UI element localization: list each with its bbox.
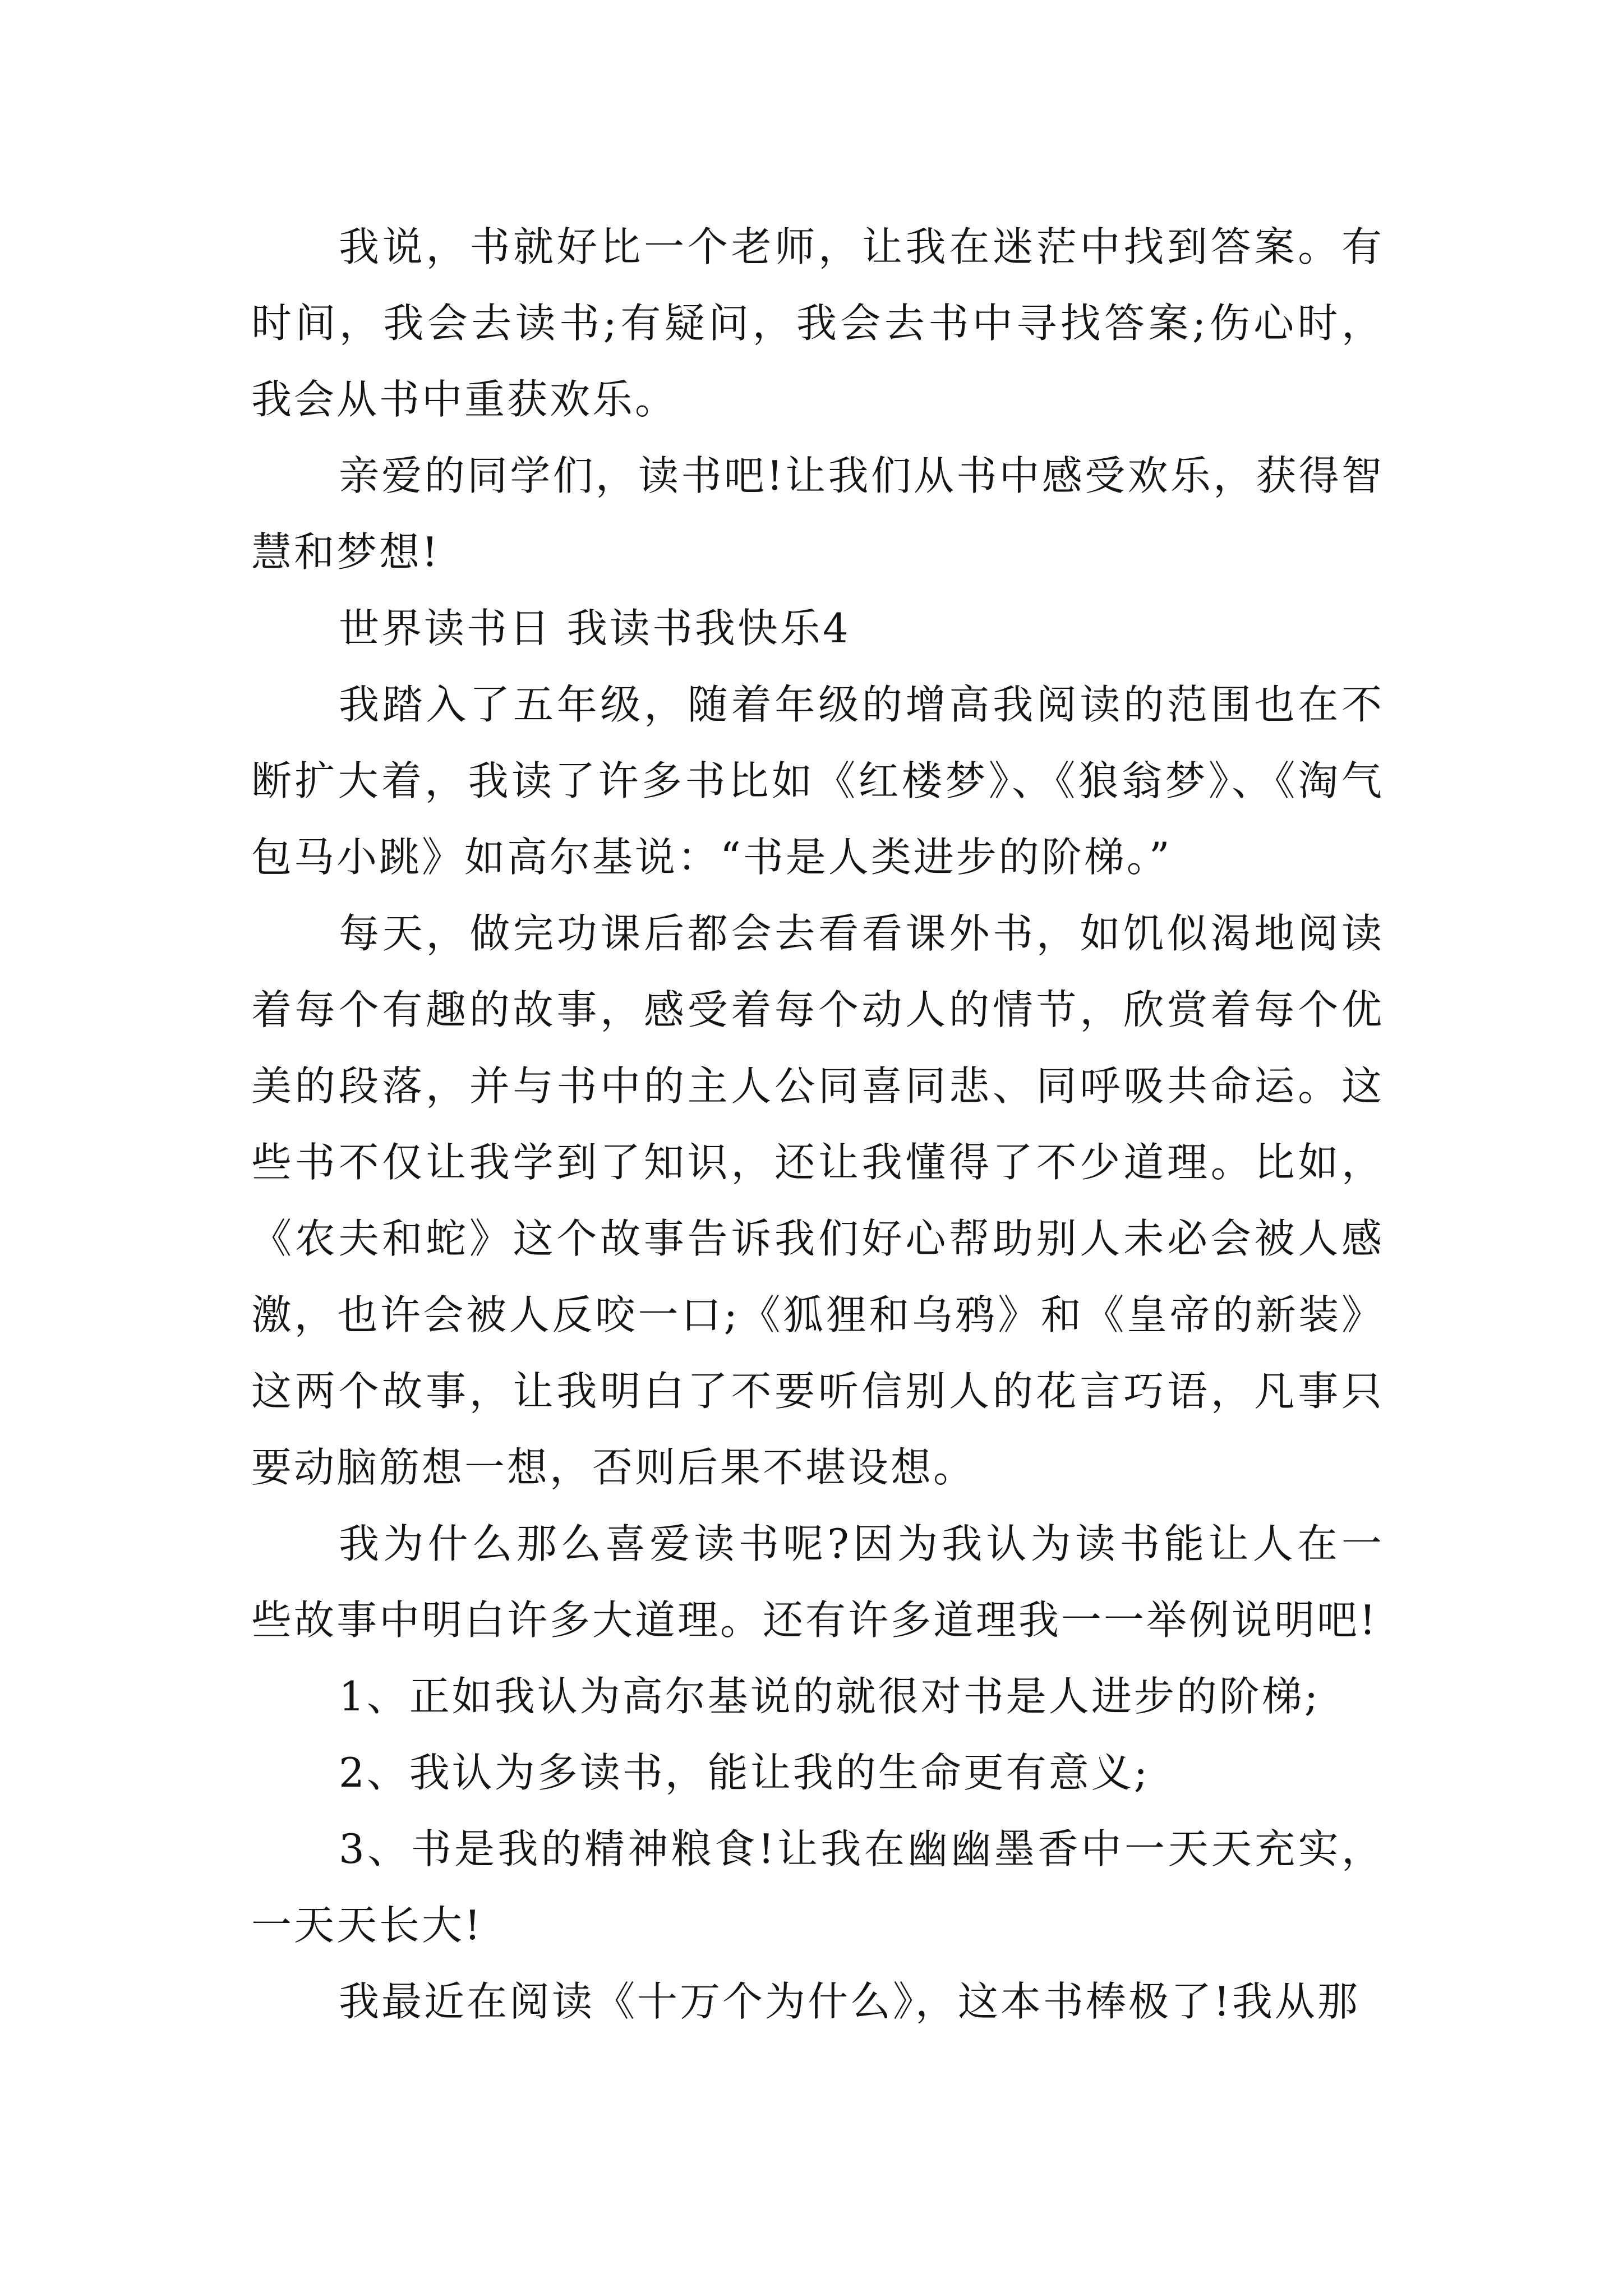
paragraph-fifth-grade: 我踏入了五年级，随着年级的增高我阅读的范围也在不断扩大着，我读了许多书比如《红楼梦》、《狼翁梦》、《淘气包马小跳》如高尔基说：“书是人类进步的阶梯。” — [251, 681, 1384, 881]
paragraph-why-love-reading: 我为什么那么喜爱读书呢?因为我认为读书能让人在一些故事中明白许多大道理。还有许多道理我一一举例说明吧! — [251, 1520, 1384, 1644]
document-page — [251, 209, 1384, 2040]
section-title: 世界读书日 我读书我快乐4 — [339, 605, 851, 652]
list-item-1: 1、正如我认为高尔基说的就很对书是人进步的阶梯; — [339, 1673, 1321, 1720]
list-item-3: 3、书是我的精神粮食!让我在幽幽墨香中一天天充实，一天天长大! — [251, 1825, 1384, 1949]
paragraph-every-day: 每天，做完功课后都会去看看课外书，如饥似渴地阅读着每个有趣的故事，感受着每个动人的情节，欣赏着每个优美的段落，并与书中的主人公同喜同悲、同呼吸共命运。这些书不仅让我学到了知识，还让我懂得了不少道理。比如，《农夫和蛇》这个故事告诉我们好心帮助别人未必会被人感激，也许会被人反咬一口;《狐狸和乌鸦》和《皇帝的新装》这两个故事，让我明白了不要听信别人的花言巧语，凡事只要动脑筋想一想，否则后果不堪设想。 — [251, 910, 1384, 1491]
list-item-2: 2、我认为多读书，能让我的生命更有意义; — [339, 1749, 1150, 1796]
paragraph-book-teacher: 我说，书就好比一个老师，让我在迷茫中找到答案。有时间，我会去读书;有疑问，我会去书中寻找答案;伤心时，我会从书中重获欢乐。 — [251, 223, 1384, 423]
paragraph-recent-reading: 我最近在阅读《十万个为什么》，这本书棒极了!我从那 — [339, 1978, 1360, 2025]
paragraph-dear-classmates: 亲爱的同学们，读书吧!让我们从书中感受欢乐，获得智慧和梦想! — [251, 452, 1384, 576]
